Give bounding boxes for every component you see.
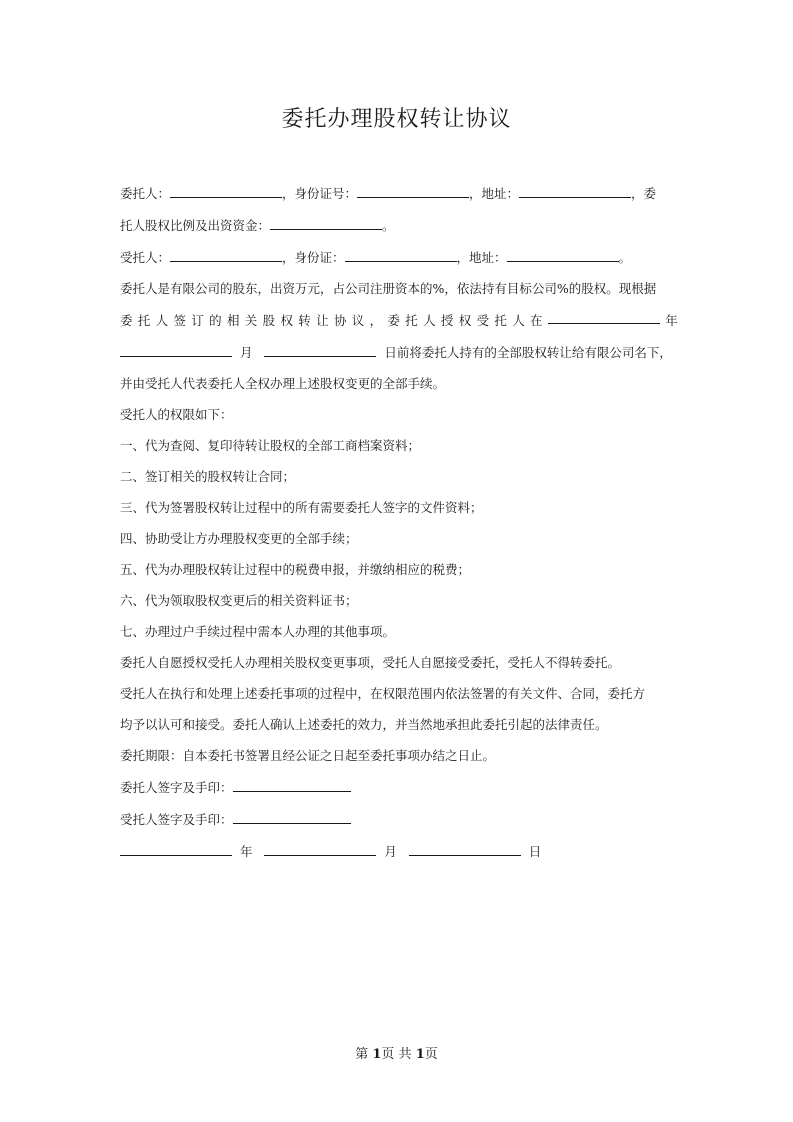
id-blank[interactable] [357,187,469,198]
char: 委 [120,313,133,328]
char: 托 [494,313,507,328]
list-item: 三、代为签署股权转让过程中的所有需要委托人签字的文件资料； [120,500,483,515]
principal-blank[interactable] [170,187,282,198]
id-label: ，身份证号： [282,186,358,201]
paragraph-line: 受托人在执行和处理上述委托事项的过程中，在权限范围内依法签署的有关文件、合同，委托方 [120,686,646,701]
list-item: 七、办理过户手续过程中需本人办理的其他事项。 [120,624,396,639]
paragraph-line: 委托人是有限公司的股东，出资万元，占公司注册资本的%，依法持有目标公司%的股权。现根据 [120,281,657,296]
share-ratio-label: 托人股权比例及出资资金： [120,218,271,233]
agent-signature-blank[interactable] [233,813,351,824]
footer-middle: 页 共 [381,1047,416,1062]
document-title: 委托办理股权转让协议 [281,107,512,132]
share-ratio-line [120,218,680,234]
char: 人 [155,313,169,328]
date-year-blank[interactable] [120,845,232,856]
date-line [120,844,680,860]
paragraph-line: 委托人自愿授权受托人办理相关股权变更事项，受托人自愿接受委托，受托人不得转委托。 [120,655,621,670]
char: 委 [387,313,400,328]
list-item: 六、代为领取股权变更后的相关资料证书； [120,593,358,608]
char: 受 [476,313,490,328]
footer-prefix: 第 [355,1047,373,1062]
char: 权 [280,313,293,328]
date-year-label: 年 [239,844,253,859]
char: ， [369,313,383,328]
page-total: 1 [415,1047,425,1062]
paragraph-line: 并由受托人代表委托人全权办理上述股权变更的全部手续。 [120,376,446,391]
paragraph-line-spread [120,313,680,329]
agent-blank[interactable] [170,251,282,262]
page-number: 1 [372,1047,382,1062]
footer-suffix: 页 [424,1047,438,1062]
principal-signature-label: 委托人签字及手印： [120,780,233,795]
agent-address-label: ，地址： [456,250,507,265]
powers-heading: 受托人的权限如下： [120,407,233,422]
agent-id-label: ，身份证： [282,250,345,265]
line6-rest: 日前将委托人持有的全部股权转让给有限公司名下， [384,345,672,360]
paragraph-line: 均予以认可和接受。委托人确认上述委托的效力，并当然地承担此委托引起的法律责任。 [120,717,608,732]
list-item: 一、代为查阅、复印待转让股权的全部工商档案资料； [120,438,421,453]
agent-signature-line [120,812,680,828]
char: 托 [405,313,418,328]
month-label: 月 [239,345,253,360]
principal-label: 委托人： [120,186,171,201]
char: 的 [209,313,222,328]
list-item: 二、签订相关的股权转让合同； [120,469,296,484]
date-month-blank[interactable] [264,845,376,856]
agent-address-blank[interactable] [507,251,619,262]
year-blank[interactable] [548,313,660,324]
char: 人 [512,313,525,328]
date-day-label: 日 [528,844,542,859]
char: 相 [226,313,240,328]
agent-signature-label: 受托人签字及手印： [120,812,233,827]
agent-label: 受托人： [120,250,171,265]
char: 权 [458,313,472,328]
agent-id-blank[interactable] [345,251,457,262]
list-item: 四、协助受让方办理股权变更的全部手续； [120,531,358,546]
char: 签 [173,313,186,328]
char: 订 [191,313,204,328]
share-ratio-blank[interactable] [270,219,382,230]
agent-line [120,250,680,266]
principal-signature-line [120,780,680,796]
line3-tail: 。 [618,250,632,265]
paragraph-line [120,345,680,361]
month-blank[interactable] [120,346,232,357]
char: 协 [333,313,347,328]
char: 股 [262,313,276,328]
list-item: 五、代为办理股权转让过程中的税费申报，并缴纳相应的税费； [120,562,471,577]
line1-tail: ，委 [631,186,657,201]
char: 转 [298,313,311,328]
page-footer [0,1043,793,1062]
day-blank[interactable] [264,346,376,357]
char: 关 [244,313,258,328]
date-month-label: 月 [384,844,397,859]
address-label: ，地址： [469,186,520,201]
principal-signature-blank[interactable] [233,781,351,792]
year-label: 年 [665,313,678,328]
line2-tail: 。 [382,218,395,233]
char: 让 [316,313,329,328]
char: 在 [530,313,543,328]
term-line: 委托期限：自本委托书签署且经公证之日起至委托事项办结之日止。 [120,748,496,763]
char: 托 [137,313,151,328]
char: 人 [423,313,436,328]
address-blank[interactable] [519,187,631,198]
char: 议 [351,313,365,328]
principal-line [120,186,680,202]
char: 授 [440,313,454,328]
date-day-blank[interactable] [409,845,521,856]
